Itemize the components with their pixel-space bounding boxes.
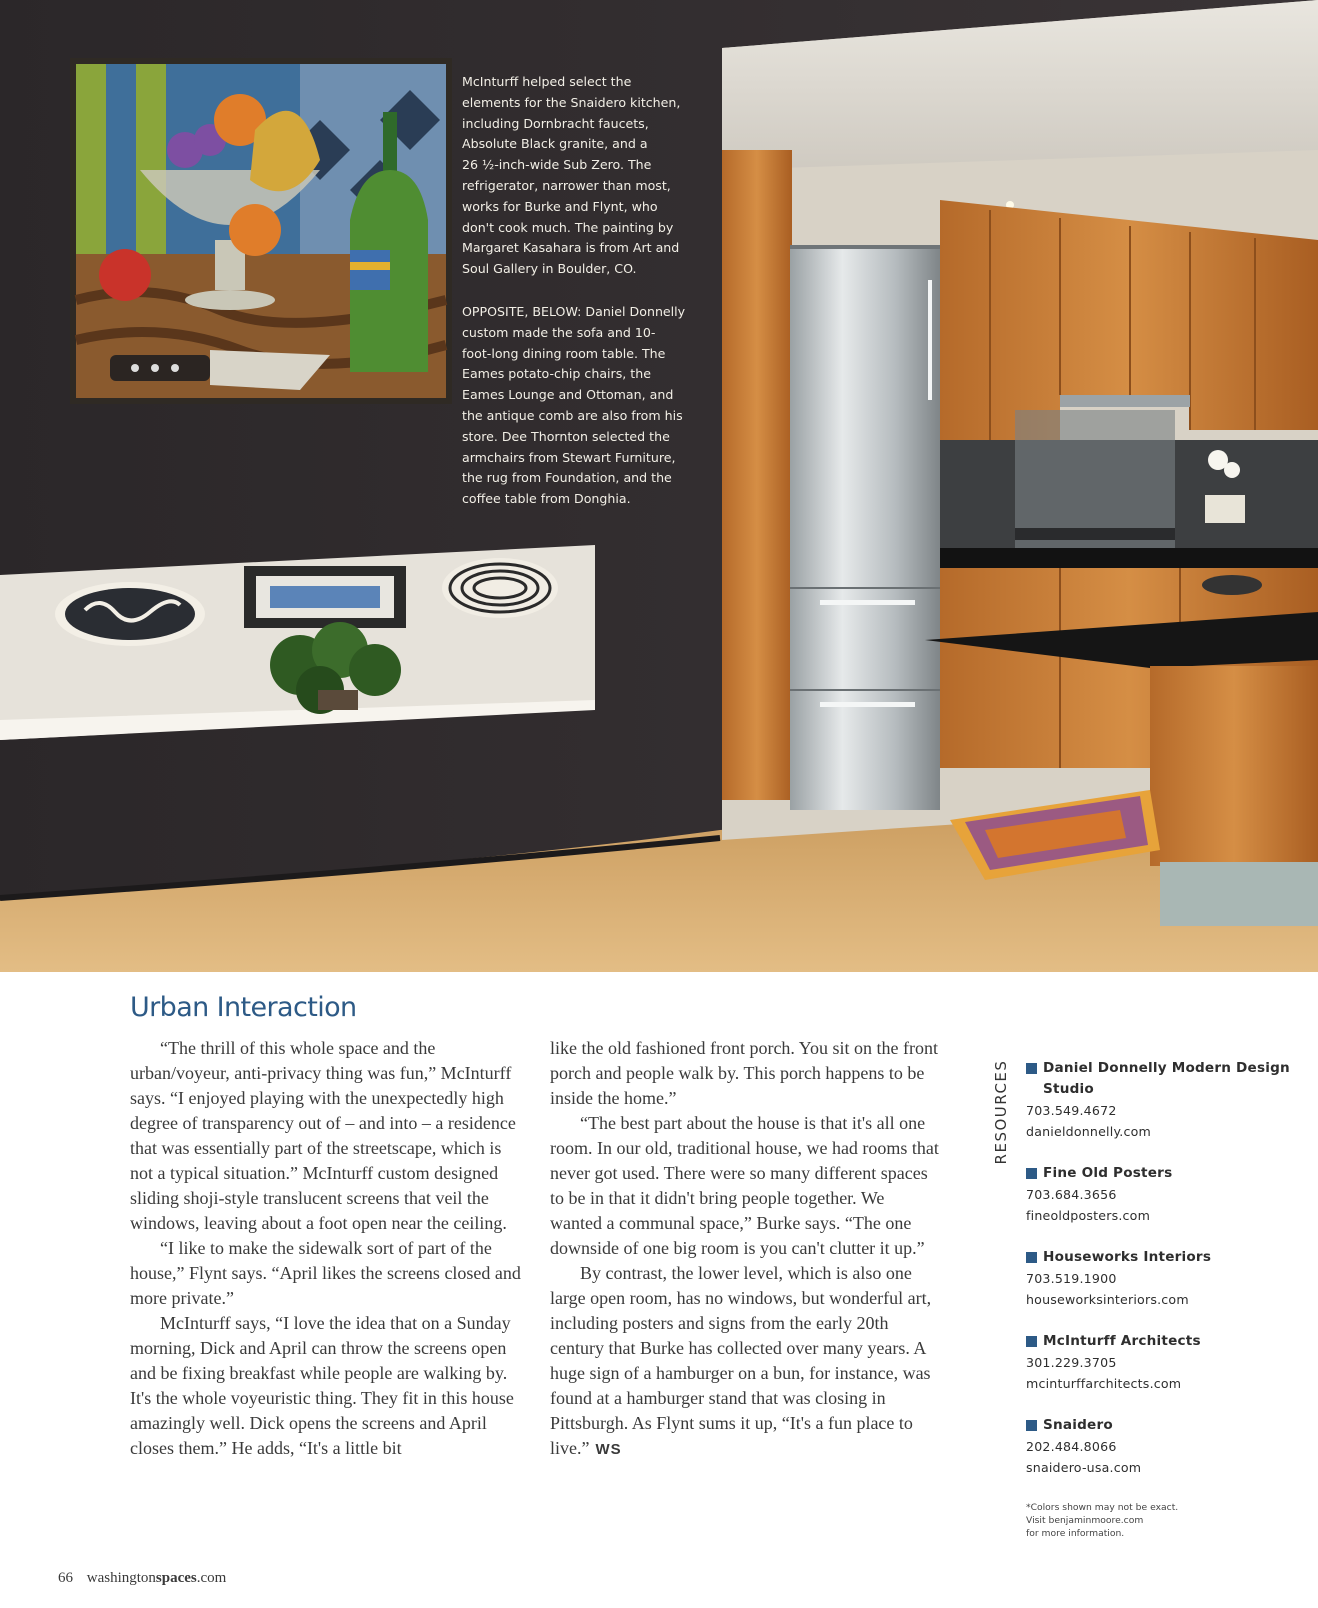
caption-line: the antique comb are also from his xyxy=(462,407,683,423)
caption-line: McInturff helped select the xyxy=(462,74,632,89)
disclaimer-line: *Colors shown may not be exact. xyxy=(1026,1502,1179,1513)
disclaimer-line: for more information. xyxy=(1026,1528,1125,1539)
caption-line: the rug from Foundation, and the xyxy=(462,470,672,486)
square-bullet-icon xyxy=(1026,1252,1037,1263)
resource-phone: 703.549.4672 xyxy=(1026,1103,1117,1118)
caption-line: store. Dee Thornton selected the xyxy=(462,428,670,444)
caption-line: coffee table from Donghia. xyxy=(462,491,631,507)
photo-caption-bottom xyxy=(462,302,722,510)
resource-phone: 703.519.1900 xyxy=(1026,1271,1117,1286)
resource-item xyxy=(1026,1163,1296,1226)
caption-line: Eames potato-chip chairs, the xyxy=(462,366,651,382)
article-paragraph: “The best part about the house is that it's all one room. In our old, traditional house, we had rooms that never got used. There were so many different spaces to be in that it didn't bring people together. We wanted a communal space,” Burke says. “The one downside of one big room is you can't clutter it up.” xyxy=(550,1113,939,1258)
article-title: Urban Interaction xyxy=(130,992,357,1023)
caption-line: armchairs from Stewart Furniture, xyxy=(462,449,676,465)
caption-line: 26 ½-inch-wide Sub Zero. The xyxy=(462,157,652,173)
color-disclaimer xyxy=(1026,1501,1226,1540)
caption-line: Margaret Kasahara is from Art and xyxy=(462,240,680,256)
caption-line: Soul Gallery in Boulder, CO. xyxy=(462,261,637,277)
caption-line: OPPOSITE, BELOW: Daniel Donnelly xyxy=(462,304,686,319)
article-column-1 xyxy=(130,1036,522,1461)
site-url-suffix: .com xyxy=(196,1570,227,1586)
resource-website[interactable]: mcinturffarchitects.com xyxy=(1026,1376,1182,1391)
caption-line: refrigerator, narrower than most, xyxy=(462,177,671,193)
page-footer xyxy=(58,1570,226,1587)
resource-website[interactable]: snaidero-usa.com xyxy=(1026,1460,1142,1475)
resources-list xyxy=(1026,1058,1296,1499)
square-bullet-icon xyxy=(1026,1063,1037,1074)
article-paragraph: “I like to make the sidewalk sort of part of the house,” Flynt says. “April likes the screens closed and more private.” xyxy=(130,1238,521,1308)
caption-line: elements for the Snaidero kitchen, xyxy=(462,94,681,110)
end-mark: WS xyxy=(595,1441,622,1458)
article-paragraph: “The thrill of this whole space and the urban/voyeur, anti-privacy thing was fun,” McInturff says. “I enjoyed playing with the unexpectedly high degree of transparency out of – and into – a residence that was essentially part of the streetscape, which is not a typical situation.” McInturff custom designed sliding shoji-style translucent screens that veil the windows, leaving about a foot open near the ceiling. xyxy=(130,1038,516,1233)
site-url[interactable] xyxy=(87,1570,227,1586)
resource-phone: 202.484.8066 xyxy=(1026,1439,1117,1454)
resource-item xyxy=(1026,1415,1296,1478)
page-number: 66 xyxy=(58,1570,73,1586)
article-paragraph: like the old fashioned front porch. You sit on the front porch and people walk by. This porch happens to be inside the home.” xyxy=(550,1038,938,1108)
caption-line: Eames Lounge and Ottoman, and xyxy=(462,387,674,403)
caption-line: works for Burke and Flynt, who xyxy=(462,198,658,214)
resource-item xyxy=(1026,1247,1296,1310)
resources-label-text: RESOURCES xyxy=(992,1059,1010,1165)
caption-line: Absolute Black granite, and a xyxy=(462,136,648,152)
resource-phone: 703.684.3656 xyxy=(1026,1187,1117,1202)
resource-item xyxy=(1026,1331,1296,1394)
article-paragraph xyxy=(550,1261,940,1462)
resource-name: Daniel Donnelly Modern Design Studio xyxy=(1043,1060,1290,1097)
resource-website[interactable]: fineoldposters.com xyxy=(1026,1208,1151,1223)
caption-line: don't cook much. The painting by xyxy=(462,219,674,235)
resource-phone: 301.229.3705 xyxy=(1026,1355,1117,1370)
resources-label xyxy=(986,1058,1016,1178)
resource-name: Fine Old Posters xyxy=(1043,1165,1173,1181)
photo-caption-top xyxy=(462,72,722,280)
caption-line: foot-long dining room table. The xyxy=(462,345,666,361)
resource-website[interactable]: danieldonnelly.com xyxy=(1026,1124,1152,1139)
square-bullet-icon xyxy=(1026,1420,1037,1431)
site-url-bold: spaces xyxy=(155,1570,197,1586)
site-url-prefix: washington xyxy=(86,1570,156,1586)
resource-name: Snaidero xyxy=(1043,1417,1113,1433)
resource-name: McInturff Architects xyxy=(1043,1333,1201,1349)
caption-line: including Dornbracht faucets, xyxy=(462,115,649,131)
article-paragraph: McInturff says, “I love the idea that on a Sunday morning, Dick and April can throw the screens open and be fixing breakfast while people are walking by. It's the whole voyeuristic thing. They fit in this house amazingly well. Dick opens the screens and April closes them.” He adds, “It's a little bit xyxy=(130,1313,514,1458)
article-paragraph-text: By contrast, the lower level, which is also one large open room, has no windows, but wonderful art, including posters and signs from the early 20th century that Burke has collected over many years. A huge sign of a hamburger on a bun, for instance, was found at a hamburger stand that was closing in Pittsburgh. As Flynt sums it up, “It's a fun place to live.” xyxy=(550,1263,932,1458)
disclaimer-line: Visit benjaminmoore.com xyxy=(1026,1515,1144,1526)
resource-item xyxy=(1026,1058,1296,1142)
caption-line: custom made the sofa and 10- xyxy=(462,324,656,340)
resource-name: Houseworks Interiors xyxy=(1043,1249,1212,1265)
resource-website[interactable]: houseworksinteriors.com xyxy=(1026,1292,1189,1307)
square-bullet-icon xyxy=(1026,1336,1037,1347)
square-bullet-icon xyxy=(1026,1168,1037,1179)
article-column-2 xyxy=(550,1036,940,1462)
